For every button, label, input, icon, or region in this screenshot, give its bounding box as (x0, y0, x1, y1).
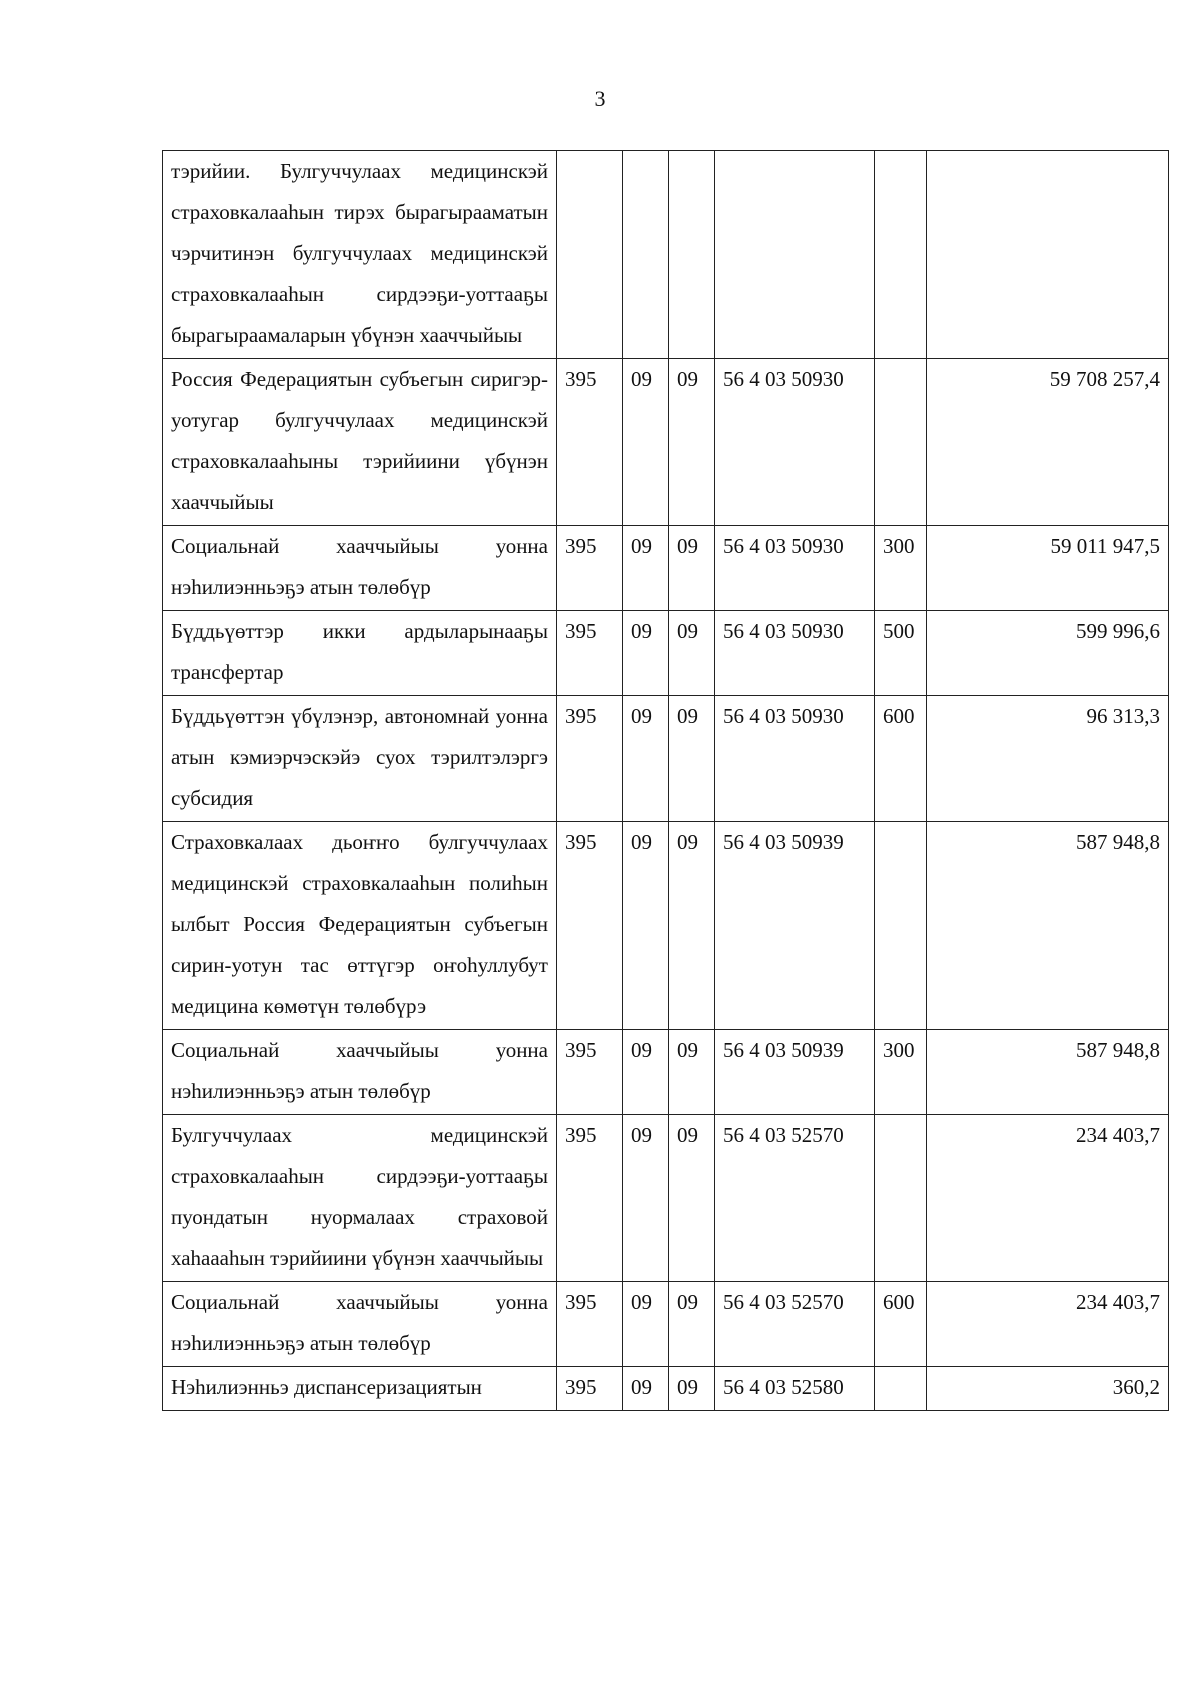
target-article-code: 56 4 03 52570 (715, 1115, 875, 1282)
section-code: 09 (623, 822, 669, 1030)
subsection-code: 09 (669, 611, 715, 696)
table-row (163, 151, 1169, 359)
subsection-code: 09 (669, 526, 715, 611)
ministry-code: 395 (557, 1030, 623, 1115)
amount-value: 587 948,8 (927, 1030, 1169, 1115)
row-description: Социальнай хааччыйыы уонна нэһилиэнньэҕэ атын төлөбүр (163, 1030, 557, 1115)
target-article-code: 56 4 03 52580 (715, 1367, 875, 1411)
target-article-code: 56 4 03 52570 (715, 1282, 875, 1367)
expense-type-code (875, 1367, 927, 1411)
amount-value: 59 011 947,5 (927, 526, 1169, 611)
amount-value: 234 403,7 (927, 1282, 1169, 1367)
section-code: 09 (623, 526, 669, 611)
expense-type-code: 300 (875, 526, 927, 611)
page-number: 3 (594, 86, 606, 111)
row-description: Социальнай хааччыйыы уонна нэһилиэнньэҕэ атын төлөбүр (163, 526, 557, 611)
ministry-code: 395 (557, 1115, 623, 1282)
table-body (163, 151, 1169, 1411)
subsection-code: 09 (669, 1282, 715, 1367)
ministry-code: 395 (557, 611, 623, 696)
amount-value: 96 313,3 (927, 696, 1169, 822)
expense-type-code (875, 359, 927, 526)
target-article-code: 56 4 03 50939 (715, 822, 875, 1030)
target-article-code: 56 4 03 50939 (715, 1030, 875, 1115)
ministry-code: 395 (557, 526, 623, 611)
section-code (623, 151, 669, 359)
row-description: Бүддьүөттэн үбүлэнэр, автономнай уонна атын кэмиэрчэскэйэ суох тэрилтэлэргэ субсидия (163, 696, 557, 822)
budget-table (162, 150, 1169, 1411)
target-article-code: 56 4 03 50930 (715, 526, 875, 611)
subsection-code: 09 (669, 359, 715, 526)
table-row (163, 526, 1169, 611)
row-description: Бүддьүөттэр икки ардыларынааҕы трансфертар (163, 611, 557, 696)
target-article-code: 56 4 03 50930 (715, 359, 875, 526)
amount-value: 59 708 257,4 (927, 359, 1169, 526)
row-description: Страховкалаах дьоҥҥо булгуччулаах медицинскэй страховкалааһын полиһын ылбыт Россия Федерациятын субъегын сирин-уотун тас өттүгэр оҥоһуллубут медицина көмөтүн төлөбүрэ (163, 822, 557, 1030)
table-row (163, 1282, 1169, 1367)
expense-type-code (875, 151, 927, 359)
target-article-code (715, 151, 875, 359)
subsection-code: 09 (669, 1030, 715, 1115)
section-code: 09 (623, 1030, 669, 1115)
expense-type-code (875, 1115, 927, 1282)
amount-value: 587 948,8 (927, 822, 1169, 1030)
subsection-code: 09 (669, 1367, 715, 1411)
subsection-code: 09 (669, 1115, 715, 1282)
section-code: 09 (623, 1367, 669, 1411)
table-row (163, 822, 1169, 1030)
amount-value: 360,2 (927, 1367, 1169, 1411)
table-row (163, 611, 1169, 696)
ministry-code: 395 (557, 1282, 623, 1367)
table-row (163, 1115, 1169, 1282)
row-description: Булгуччулаах медицинскэй страховкалааһын сирдээҕи-уоттааҕы пуондатын нуормалаах страховой хаһаааһын тэрийиини үбүнэн хааччыйыы (163, 1115, 557, 1282)
expense-type-code: 300 (875, 1030, 927, 1115)
section-code: 09 (623, 359, 669, 526)
ministry-code: 395 (557, 359, 623, 526)
section-code: 09 (623, 1115, 669, 1282)
expense-type-code: 600 (875, 696, 927, 822)
section-code: 09 (623, 1282, 669, 1367)
expense-type-code (875, 822, 927, 1030)
section-code: 09 (623, 696, 669, 822)
row-description: тэрийии. Булгуччулаах медицинскэй страховкалааһын тирэх бырагырааматын чэрчитинэн булгуччулаах медицинскэй страховкалааһын сирдээҕи-уоттааҕы бырагыраамаларын үбүнэн хааччыйыы (163, 151, 557, 359)
row-description: Нэһилиэнньэ диспансеризациятын (163, 1367, 557, 1411)
subsection-code: 09 (669, 822, 715, 1030)
table-row (163, 1030, 1169, 1115)
table-row (163, 1367, 1169, 1411)
table-row (163, 696, 1169, 822)
amount-value: 234 403,7 (927, 1115, 1169, 1282)
row-description: Социальнай хааччыйыы уонна нэһилиэнньэҕэ атын төлөбүр (163, 1282, 557, 1367)
ministry-code: 395 (557, 1367, 623, 1411)
ministry-code (557, 151, 623, 359)
expense-type-code: 500 (875, 611, 927, 696)
ministry-code: 395 (557, 696, 623, 822)
ministry-code: 395 (557, 822, 623, 1030)
subsection-code (669, 151, 715, 359)
target-article-code: 56 4 03 50930 (715, 611, 875, 696)
amount-value: 599 996,6 (927, 611, 1169, 696)
expense-type-code: 600 (875, 1282, 927, 1367)
target-article-code: 56 4 03 50930 (715, 696, 875, 822)
subsection-code: 09 (669, 696, 715, 822)
row-description: Россия Федерациятын субъегын сиригэр-уотугар булгуччулаах медицинскэй страховкалааһыны тэрийиини үбүнэн хааччыйыы (163, 359, 557, 526)
amount-value (927, 151, 1169, 359)
table-row (163, 359, 1169, 526)
section-code: 09 (623, 611, 669, 696)
